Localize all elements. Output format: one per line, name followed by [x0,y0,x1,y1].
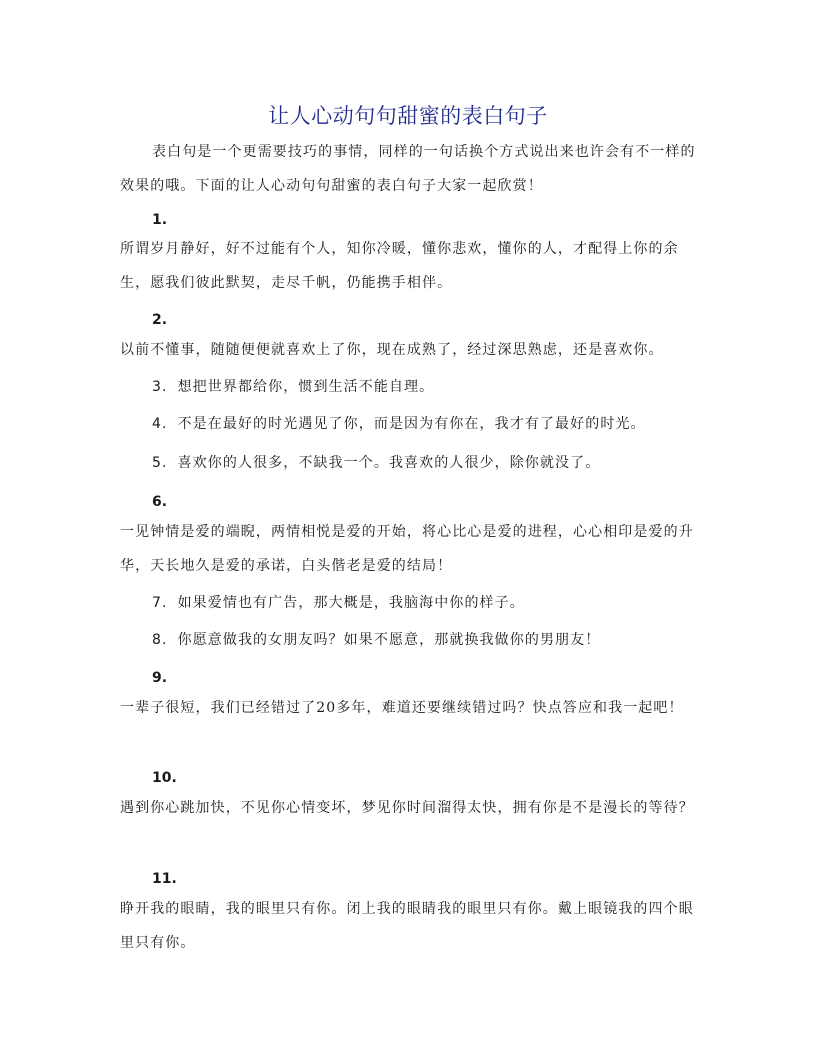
list-item [152,377,712,397]
intro-paragraph: 表白句是一个更需要技巧的事情，同样的一句话换个方式说出来也许会有不一样的效果的哦。下面的让人心动句句甜蜜的表白句子大家一起欣赏！ [120,144,696,194]
item-number: 1. [152,212,168,228]
item-number: 2. [152,312,168,328]
item-text: 如果爱情也有广告，那大概是，我脑海中你的样子。 [177,595,525,611]
item-number: 11. [152,871,177,887]
item-text: 睁开我的眼睛，我的眼里只有你。闭上我的眼睛我的眼里只有你。戴上眼镜我的四个眼里只有你。 [120,901,694,951]
item-text: 一辈子很短，我们已经错过了20多年，难道还要继续错过吗？快点答应和我一起吧！ [120,700,684,716]
item-number: 5. [152,455,168,471]
item-text: 一见钟情是爱的端睨，两情相悦是爱的开始，将心比心是爱的进程，心心相印是爱的升华，天长地久是爱的承诺，白头偕老是爱的结局！ [120,524,694,574]
item-text: 遇到你心跳加快，不见你心情变坏，梦见你时间溜得太快，拥有你是不是漫长的等待？ [120,800,694,816]
item-number: 8. [152,632,168,648]
item-number: 6. [152,494,168,510]
list-item [152,414,712,434]
item-text: 不是在最好的时光遇见了你，而是因为有你在，我才有了最好的时光。 [177,416,646,432]
item-number: 3. [152,379,168,395]
item-number: 9. [152,670,168,686]
list-item [152,593,712,613]
item-number: 7. [152,595,168,611]
item-text: 所谓岁月静好，好不过能有个人，知你冷暖，懂你悲欢，懂你的人，才配得上你的余生，愿我们彼此默契，走尽千帆，仍能携手相伴。 [120,241,679,291]
list-item [152,630,712,650]
document-title: 让人心动句句甜蜜的表白句子 [268,104,548,128]
item-text: 想把世界都给你，惯到生活不能自理。 [177,379,435,395]
list-item [152,453,712,473]
item-text: 喜欢你的人很多，不缺我一个。我喜欢的人很少，除你就没了。 [177,455,601,471]
item-number: 4. [152,416,168,432]
item-text: 你愿意做我的女朋友吗？如果不愿意，那就换我做你的男朋友！ [177,632,601,648]
item-text: 以前不懂事，随随便便就喜欢上了你，现在成熟了，经过深思熟虑，还是喜欢你。 [120,342,664,358]
item-number: 10. [152,770,177,786]
